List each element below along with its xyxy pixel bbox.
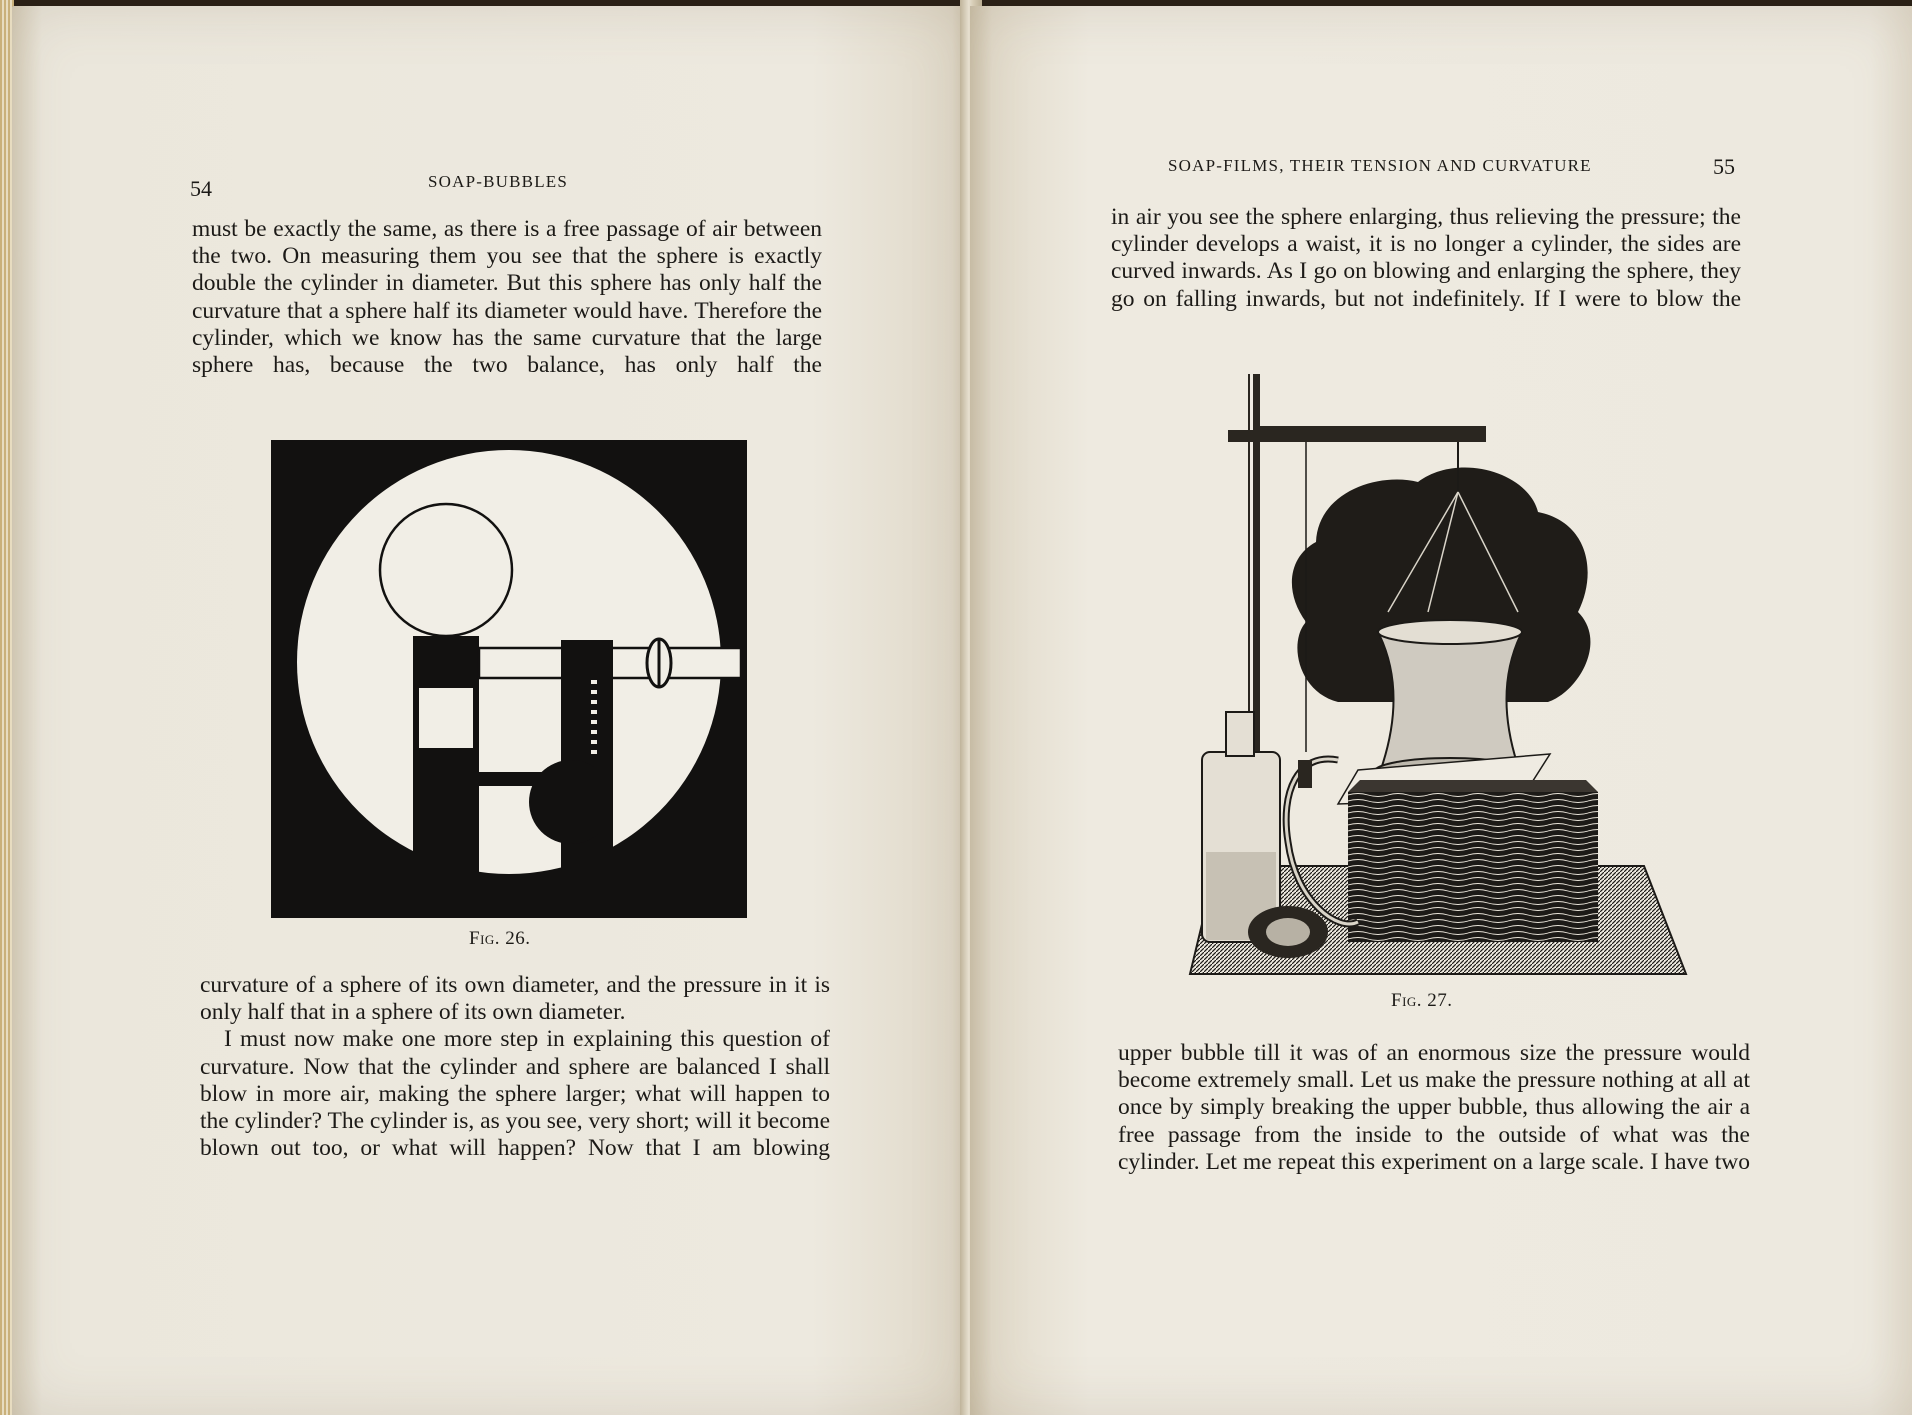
left-top-paragraph xyxy=(192,216,822,379)
paragraph: must be exactly the same, as there is a free passage of air between the two. On measuring them you see that the sphere is exactly double the cylinder in diameter. But this sphere has only half the curvature that a sphere half its diameter would have. Therefore the cylinder, which we know has the same curvature that the large sphere has, because the two balance, has only half the xyxy=(192,216,822,379)
paragraph: in air you see the sphere enlarging, thus relieving the pressure; the cylinder develops a waist, it is no longer a cylinder, the sides are curved inwards. As I go on blowing and enlarging the sphere, they go on falling inwards, but not indefinitely. If I were to blow the xyxy=(1111,204,1741,312)
running-head-left: SOAP-BUBBLES xyxy=(428,172,569,191)
figure-27-apparatus-engraving xyxy=(1188,372,1688,980)
paragraph: upper bubble till it was of an enormous size the pressure would become extremely small. Let us make the pressure nothing at all at once by simply breaking the upper bubble, thus allowing the air a free passage from the inside to the outside of what was the cylinder. Let me repeat this experiment on a large scale. I have two xyxy=(1118,1040,1750,1175)
figure-27-caption: Fig. 27. xyxy=(1391,990,1453,1011)
right-bottom-paragraph xyxy=(1118,1040,1750,1176)
right-top-paragraph xyxy=(1111,204,1741,313)
page-number-right: 55 xyxy=(1713,154,1735,179)
left-bottom-text xyxy=(200,972,830,1162)
page-number-left: 54 xyxy=(190,176,212,201)
figure-26-caption: Fig. 26. xyxy=(469,928,531,949)
paragraph: curvature of a sphere of its own diameter, and the pressure in it is only half that in a sphere of its own diameter. xyxy=(200,972,830,1026)
figure-26-apparatus-diagram xyxy=(271,440,747,918)
figure-26-drawing xyxy=(271,440,747,918)
running-head-right: SOAP-FILMS, THEIR TENSION AND CURVATURE xyxy=(1168,156,1592,175)
paragraph: I must now make one more step in explaining this question of curvature. Now that the cylinder and sphere are balanced I shall blow in more air, making the sphere larger; what will happen to the cylinder? The cylinder is, as you see, very short; will it become blown out too, or what will happen? Now that I am blowing xyxy=(200,1026,830,1162)
figure-27-drawing xyxy=(1188,372,1688,980)
